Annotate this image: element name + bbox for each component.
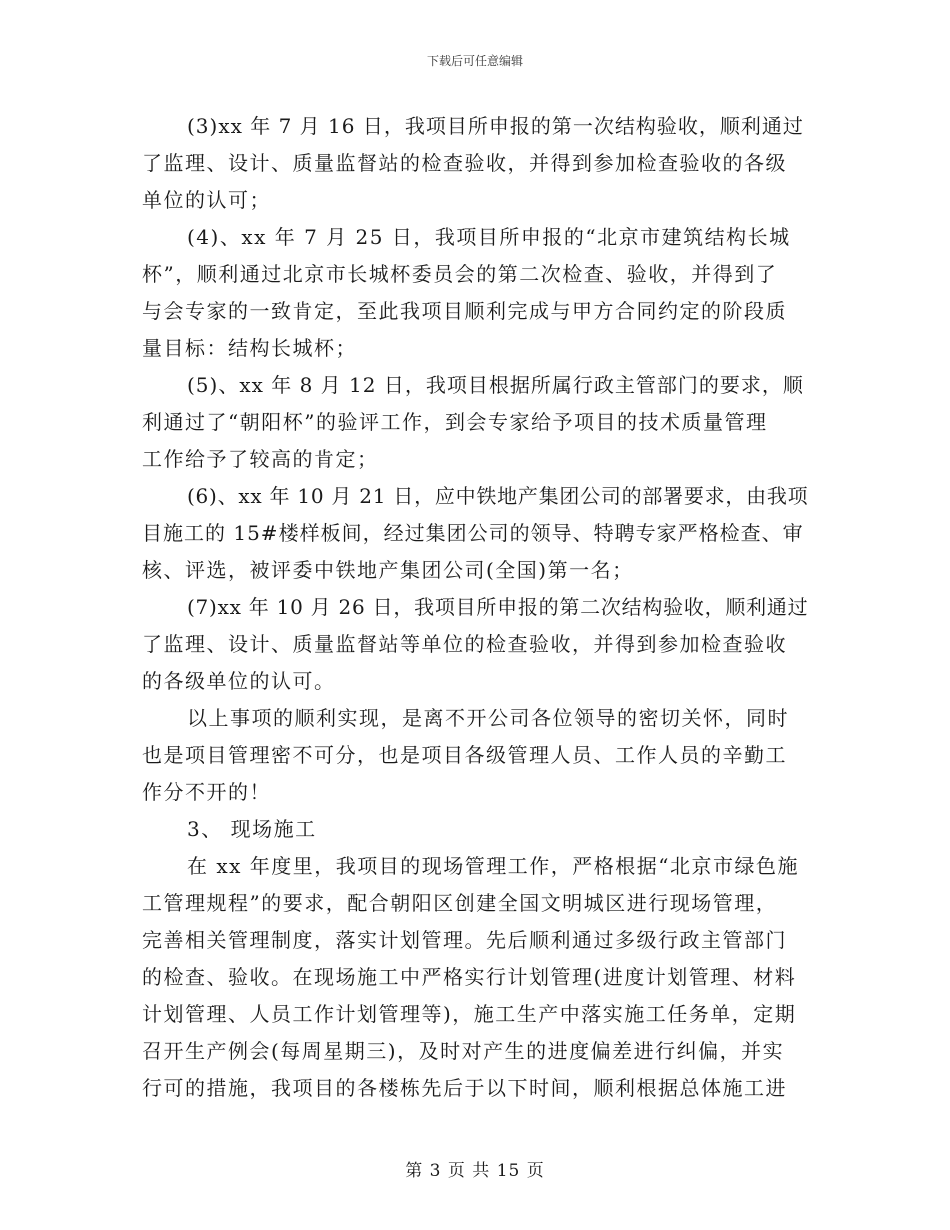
text-line: 工管理规程”的要求，配合朝阳区创建全国文明城区进行现场管理， — [142, 891, 778, 915]
text-line: 量目标：结构长城杯； — [142, 336, 357, 360]
text-line: 的各级单位的认可。 — [142, 669, 336, 693]
text-line: 也是项目管理密不可分，也是项目各级管理人员、工作人员的辛勤工 — [142, 743, 787, 767]
text-line: 的检查、验收。在现场施工中严格实行计划管理(进度计划管理、材料 — [142, 965, 797, 989]
text-line: 利通过了“朝阳杯”的验评工作，到会专家给予项目的技术质量管理 — [142, 410, 768, 434]
document-body — [142, 108, 810, 1107]
text-line: 计划管理、人员工作计划管理等)，施工生产中落实施工任务单，定期 — [142, 1002, 797, 1026]
text-line: 核、评选，被评委中铁地产集团公司(全国)第一名； — [142, 558, 634, 582]
text-line: 杯”，顺利通过北京市长城杯委员会的第二次检查、验收，并得到了 — [142, 262, 778, 286]
text-line: (7)xx 年 10 月 26 日，我项目所申报的第二次结构验收，顺利通过 — [187, 595, 809, 619]
text-line: 单位的认可； — [142, 188, 271, 212]
text-line: 与会专家的一致肯定，至此我项目顺利完成与甲方合同约定的阶段质 — [142, 299, 787, 323]
text-line: (5)、xx 年 8 月 12 日，我项目根据所属行政主管部门的要求，顺 — [187, 373, 804, 397]
page-header: 下载后可任意编辑 — [426, 54, 523, 68]
text-line: (6)、xx 年 10 月 21 日，应中铁地产集团公司的部署要求，由我项 — [187, 484, 809, 508]
text-line: (3)xx 年 7 月 16 日，我项目所申报的第一次结构验收，顺利通过 — [187, 114, 804, 138]
text-line: 行可的措施，我项目的各楼栋先后于以下时间，顺利根据总体施工进 — [142, 1076, 787, 1100]
text-line: 在 xx 年度里，我项目的现场管理工作，严格根据“北京市绿色施 — [187, 854, 799, 878]
text-line: 以上事项的顺利实现，是离不开公司各位领导的密切关怀，同时 — [187, 706, 789, 730]
text-line: 召开生产例会(每周星期三)，及时对产生的进度偏差进行纠偏，并实 — [142, 1039, 785, 1063]
text-line: 工作给予了较高的肯定； — [142, 447, 379, 471]
text-line: 作分不开的！ — [142, 780, 271, 804]
text-line: 了监理、设计、质量监督站的检查验收，并得到参加检查验收的各级 — [142, 151, 787, 175]
text-line: 目施工的 15#楼样板间，经过集团公司的领导、特聘专家严格检查、审 — [142, 521, 804, 545]
text-line: 3、 现场施工 — [187, 817, 317, 841]
page-footer: 第 3 页 共 15 页 — [405, 1161, 545, 1181]
text-line: 完善相关管理制度，落实计划管理。先后顺利通过多级行政主管部门 — [142, 928, 787, 952]
text-line: (4)、xx 年 7 月 25 日，我项目所申报的“北京市建筑结构长城 — [187, 225, 791, 249]
text-line: 了监理、设计、质量监督站等单位的检查验收，并得到参加检查验收 — [142, 632, 787, 656]
